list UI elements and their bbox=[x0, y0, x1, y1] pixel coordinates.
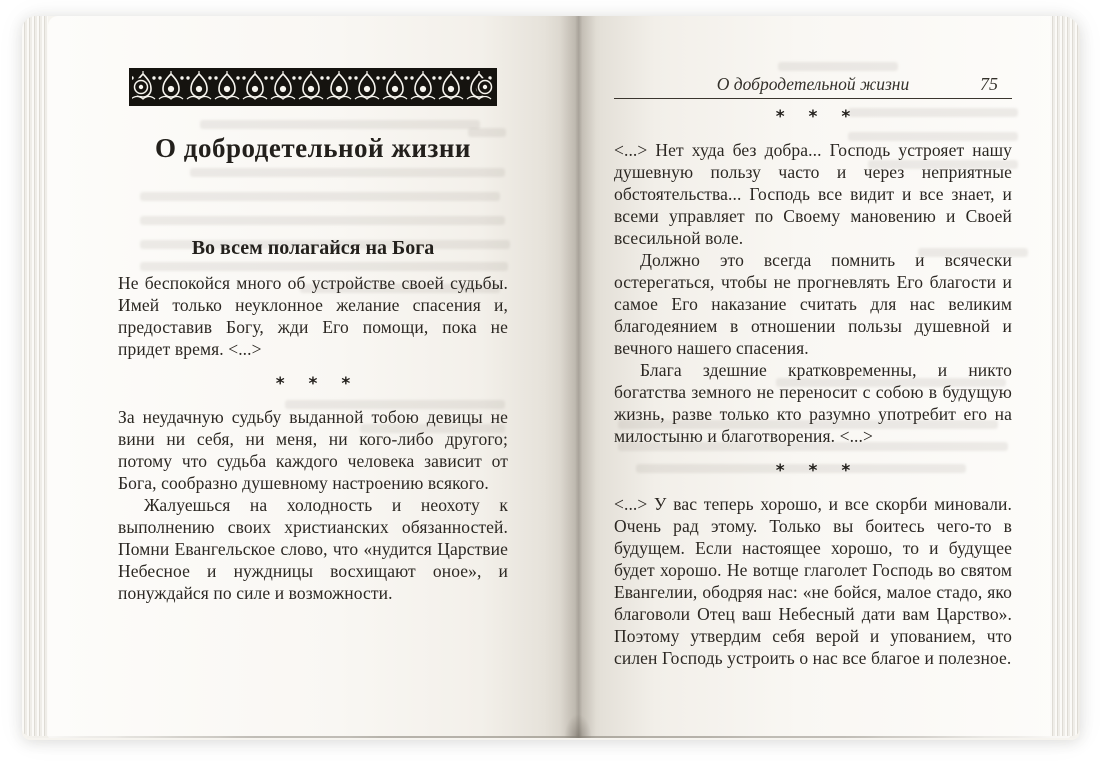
paragraph: <...> Нет худа без добра... Господь устрояет нашу душевную пользу часто и через неприятные обстоятельства... Господь все видит и все знает, и всеми управляет по Своему мановению и Своей всесильной воле. bbox=[614, 140, 1012, 248]
page-number: 75 bbox=[980, 74, 998, 94]
right-page-content bbox=[614, 74, 1012, 669]
paragraph: <...> У вас теперь хорошо, и все скорби миновали. Очень рад этому. Только вы боитесь чего-то в будущем. Если настоящее хорошо, то и будущее будет хорошо. Не вотще глаголет Господь во святом Евангелии, ободряя нас: «не бойся, малое стадо, яко благоволи Отец ваш Небесный дати вам Царство». Поэтому утвердим себя верой и упованием, что силен Господь устроить о нас все благое и полезное. bbox=[614, 494, 1012, 668]
bleed-through-line bbox=[778, 62, 898, 71]
section-separator: * * * bbox=[775, 107, 860, 127]
paragraph: За неудачную судьбу выданной тобою девицы не вини ни себя, ни меня, ни кого-либо другого; потому что судьба каждого человека зависит от Бога, сообразно душевному настроению всякого. bbox=[118, 407, 508, 493]
ornament-band-icon bbox=[129, 68, 497, 106]
paragraph: Блага здешние кратковременны, и никто богатства земного не переносит с собою в будущую жизнь, разве только кто разумно употребит его на милостыню и благотворения. <...> bbox=[614, 360, 1012, 446]
right-page bbox=[576, 16, 1070, 738]
page-stack-edge-right bbox=[1050, 16, 1080, 736]
chapter-title: О добродетельной жизни bbox=[155, 133, 471, 163]
section-separator: * * * bbox=[275, 374, 360, 394]
running-head-title: О добродетельной жизни bbox=[716, 74, 910, 94]
left-page bbox=[48, 16, 576, 738]
paragraph: Жалуешься на холодность и неохоту к выполнению своих христианских обязанностей. Помни Евангельское слово, что «нудится Царствие Небесное и нуждницы восхищают оное», и понуждайся по силе и возможности. bbox=[118, 495, 508, 603]
running-head bbox=[614, 74, 1012, 99]
section-separator: * * * bbox=[775, 461, 860, 481]
paragraph: Не беспокойся много об устройстве своей судьбы. Имей только неуклонное желание спасения и, предоставив Богу, жди Его помощи, пока не придет время. <...> bbox=[118, 273, 508, 359]
section-heading: Во всем полагайся на Бога bbox=[191, 237, 435, 259]
open-book bbox=[22, 16, 1080, 740]
paragraph: Должно это всегда помнить и всячески остерегаться, чтобы не прогневлять Его благости и самое Его наказание считать для нас великим благодеянием в отношении пользы душевной и вечного нашего спасения. bbox=[614, 250, 1012, 358]
page-stack-edge-left bbox=[22, 16, 48, 736]
left-page-content bbox=[118, 68, 508, 604]
